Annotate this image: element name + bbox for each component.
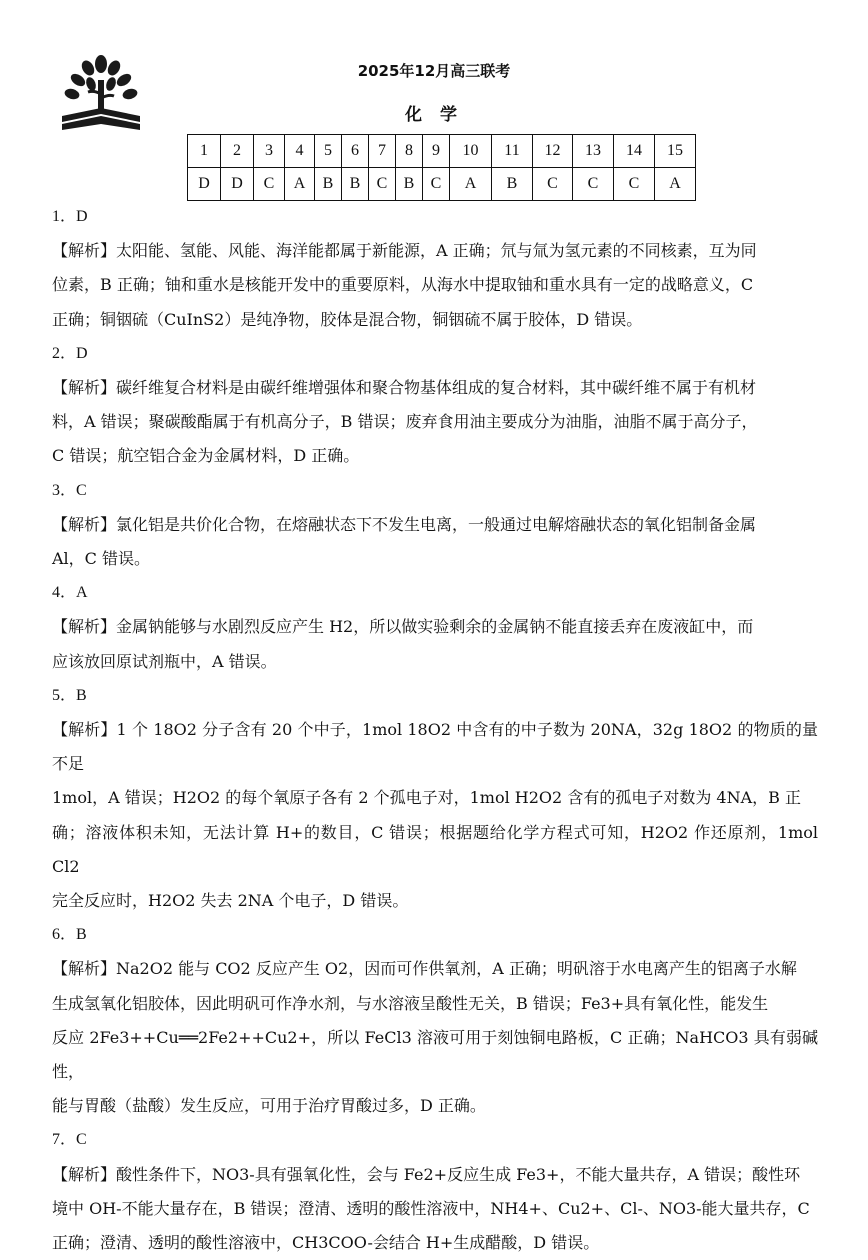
question-number-cell: 8: [396, 135, 423, 168]
answer-cell: D: [188, 168, 221, 201]
question-heading: 5．B: [52, 686, 87, 704]
answer-cell: B: [492, 168, 533, 201]
subject-title: 化 学: [405, 105, 463, 125]
answer-cell: C: [369, 168, 396, 201]
question-number-cell: 6: [342, 135, 369, 168]
question-number-cell: 9: [423, 135, 450, 168]
explanation-line: 确；溶液体积未知，无法计算 H+的数目，C 错误；根据题给化学方程式可知，H2O2 作还原剂，1mol Cl2: [52, 822, 818, 876]
explanation-line: C 错误；航空铝合金为金属材料，D 正确。: [52, 446, 360, 466]
explanation-line: 位素，B 正确；铀和重水是核能开发中的重要原料，从海水中提取铀和重水具有一定的战略意义，C: [52, 275, 754, 295]
question-number-cell: 2: [221, 135, 254, 168]
answer-letter-row: [188, 168, 696, 201]
solutions-body: [52, 200, 818, 1260]
explanation-line: 【解析】1 个 18O2 分子含有 20 个中子，1mol 18O2 中含有的中子数为 20NA，32g 18O2 的物质的量不足: [52, 720, 818, 774]
explanation-line: 【解析】Na2O2 能与 CO2 反应产生 O2，因而可作供氧剂，A 正确；明矾溶于水电离产生的铝离子水解: [52, 959, 797, 979]
answer-cell: A: [450, 168, 492, 201]
answer-cell: B: [396, 168, 423, 201]
answer-cell: D: [221, 168, 254, 201]
explanation-line: 【解析】太阳能、氢能、风能、海洋能都属于新能源，A 正确；氘与氚为氢元素的不同核素，互为同: [52, 241, 757, 261]
answer-cell: B: [315, 168, 342, 201]
question-number-cell: 13: [573, 135, 614, 168]
answer-cell: C: [533, 168, 573, 201]
question-number-cell: 7: [369, 135, 396, 168]
explanation-line: 完全反应时，H2O2 失去 2NA 个电子，D 错误。: [52, 891, 409, 911]
explanation-line: 【解析】碳纤维复合材料是由碳纤维增强体和聚合物基体组成的复合材料，其中碳纤维不属于有机材: [52, 378, 757, 398]
question-heading: 4．A: [52, 584, 88, 602]
answer-cell: C: [614, 168, 655, 201]
question-number-cell: 15: [655, 135, 696, 168]
explanation-line: 反应 2Fe3++Cu══2Fe2++Cu2+，所以 FeCl3 溶液可用于刻蚀铜电路板，C 正确；NaHCO3 具有弱碱性，: [52, 1027, 818, 1082]
explanation-line: 【解析】氯化铝是共价化合物，在熔融状态下不发生电离，一般通过电解熔融状态的氧化铝制备金属: [52, 514, 757, 534]
answer-cell: B: [342, 168, 369, 201]
answer-number-row: [188, 135, 696, 168]
question-number-cell: 10: [450, 135, 492, 168]
question-heading: 1．D: [52, 208, 88, 225]
answer-cell: C: [423, 168, 450, 201]
explanation-line: 【解析】酸性条件下，NO3-具有强氧化性，会与 Fe2+反应生成 Fe3+，不能大量共存，A 错误；酸性环: [52, 1164, 801, 1184]
answer-cell: C: [573, 168, 614, 201]
question-number-cell: 5: [315, 135, 342, 168]
exam-title: 2025年12月高三联考: [357, 62, 511, 80]
explanation-line: 正确；铜铟硫（CuInS2）是纯净物，胶体是混合物，铜铟硫不属于胶体，D 错误。: [52, 309, 643, 329]
question-heading: 6．B: [52, 926, 87, 944]
question-number-cell: 12: [533, 135, 573, 168]
answer-cell: C: [254, 168, 285, 201]
question-number-cell: 11: [492, 135, 533, 168]
explanation-line: 生成氢氧化铝胶体，因此明矾可作净水剂，与水溶液呈酸性无关，B 错误；Fe3+具有氧化性，能发生: [52, 993, 769, 1013]
question-number-cell: 14: [614, 135, 655, 168]
answer-cell: A: [655, 168, 696, 201]
explanation-line: 【解析】金属钠能够与水剧烈反应产生 H2，所以做实验剩余的金属钠不能直接丢弃在废液缸中，而: [52, 617, 754, 637]
explanation-line: Al，C 错误。: [52, 549, 151, 569]
question-number-cell: 4: [285, 135, 315, 168]
explanation-line: 应该放回原试剂瓶中，A 错误。: [52, 651, 277, 671]
explanation-line: 料，A 错误；聚碳酸酯属于有机高分子，B 错误；废弃食用油主要成分为油脂，油脂不属于高分子，: [52, 412, 758, 432]
answer-cell: A: [285, 168, 315, 201]
question-heading: 7．C: [52, 1131, 87, 1149]
question-number-cell: 3: [254, 135, 285, 168]
explanation-line: 1mol，A 错误；H2O2 的每个氧原子各有 2 个孤电子对，1mol H2O2 含有的孤电子对数为 4NA，B 正: [52, 788, 801, 808]
explanation-line: 境中 OH-不能大量存在，B 错误；澄清、透明的酸性溶液中，NH4+、Cu2+、Cl-、NO3-能大量共存，C: [52, 1198, 810, 1218]
answer-key-table: [187, 134, 696, 201]
explanation-line: 正确；澄清、透明的酸性溶液中，CH3COO-会结合 H+生成醋酸，D 错误。: [52, 1233, 600, 1253]
question-number-cell: 1: [188, 135, 221, 168]
explanation-line: 能与胃酸（盐酸）发生反应，可用于治疗胃酸过多，D 正确。: [52, 1096, 486, 1116]
question-heading: 2．D: [52, 344, 88, 362]
question-heading: 3．C: [52, 481, 87, 499]
